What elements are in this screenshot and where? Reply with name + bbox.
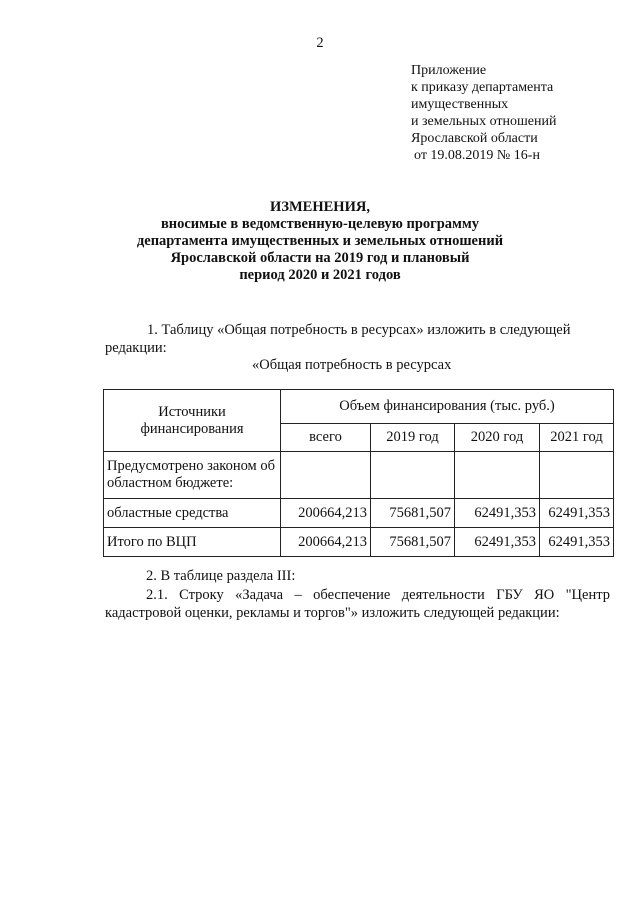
value-cell: 200664,213 — [281, 528, 371, 557]
value-cell: 62491,353 — [540, 499, 614, 528]
table-row — [104, 452, 614, 499]
paragraph-1-line-2: редакции: — [105, 340, 167, 356]
value-cell: 200664,213 — [281, 499, 371, 528]
appendix-line: Ярославской области — [411, 131, 538, 146]
value-cell: 75681,507 — [371, 499, 455, 528]
appendix-line: имущественных — [411, 97, 509, 112]
section-2-1 — [105, 586, 610, 622]
appendix-line: Приложение — [411, 63, 487, 78]
value-cell: 62491,353 — [455, 528, 540, 557]
title-line: ИЗМЕНЕНИЯ, — [270, 199, 370, 215]
value-cell — [371, 452, 455, 499]
title-line: департамента имущественных и земельных отношений — [136, 233, 504, 249]
row-label-cell: областные средства — [104, 499, 281, 528]
page-number: 2 — [316, 35, 324, 51]
appendix-block — [411, 62, 556, 164]
subheader-cell: 2021 год — [540, 424, 614, 452]
value-cell — [455, 452, 540, 499]
subheader-cell: 2019 год — [371, 424, 455, 452]
subheader-cell: всего — [281, 424, 371, 452]
table-caption: «Общая потребность в ресурсах — [252, 357, 452, 373]
section-2-heading: 2. В таблице раздела III: — [146, 568, 296, 584]
paragraph-1-line-1: 1. Таблицу «Общая потребность в ресурсах» изложить в следующей — [147, 322, 571, 338]
value-cell: 75681,507 — [371, 528, 455, 557]
paragraph-1 — [105, 321, 610, 357]
table-row — [104, 499, 614, 528]
section-2-1-line-1: 2.1. Строку «Задача – обеспечение деятельности ГБУ ЯО "Центр — [146, 587, 610, 603]
title-line: вносимые в ведомственную-целевую программу — [160, 216, 480, 232]
row-label-cell: Предусмотрено законом об областном бюджете: — [104, 452, 281, 499]
row-label-cell: Итого по ВЦП — [104, 528, 281, 557]
appendix-line: к приказу департамента — [411, 80, 554, 95]
value-cell: 62491,353 — [540, 528, 614, 557]
table-header-row — [104, 390, 614, 424]
title-line: период 2020 и 2021 годов — [239, 267, 401, 283]
value-cell — [281, 452, 371, 499]
appendix-date: от 19.08.2019 № 16-н — [414, 148, 540, 163]
appendix-line: и земельных отношений — [411, 114, 557, 129]
document-title — [0, 199, 640, 284]
value-cell: 62491,353 — [455, 499, 540, 528]
value-cell — [540, 452, 614, 499]
header-volume-cell: Объем финансирования (тыс. руб.) — [281, 390, 614, 424]
title-line: Ярославской области на 2019 год и плановый — [170, 250, 470, 266]
subheader-cell: 2020 год — [455, 424, 540, 452]
section-2-1-line-2: кадастровой оценки, рекламы и торгов"» изложить следующей редакции: — [105, 605, 560, 621]
header-source-cell: Источники финансирования — [104, 390, 281, 452]
table-row — [104, 528, 614, 557]
resources-table — [103, 389, 614, 557]
